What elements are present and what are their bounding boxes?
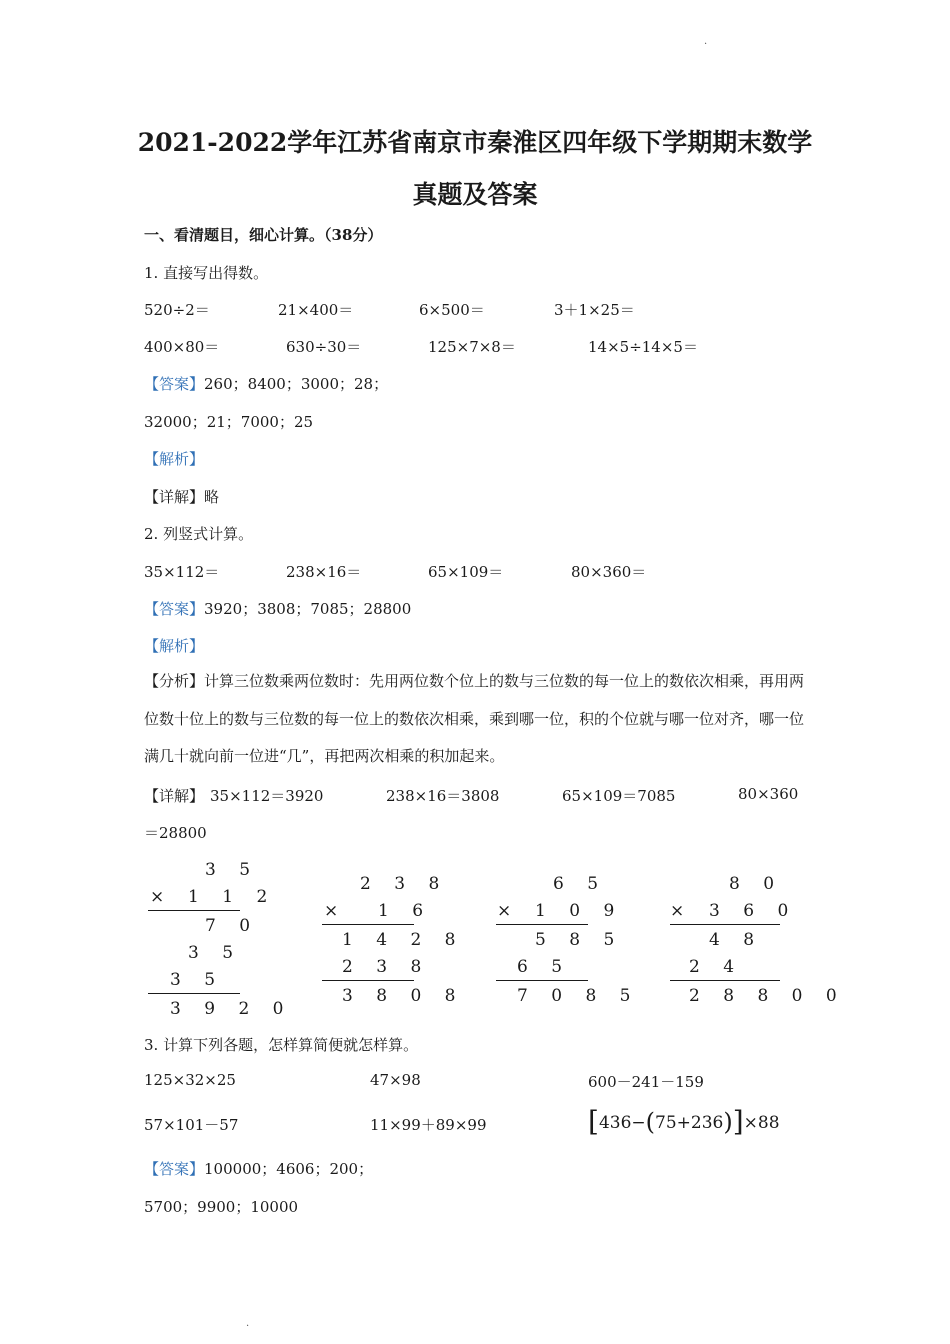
vc-multiplicand: 3 5 — [205, 860, 260, 880]
detail-text: 略 — [204, 488, 220, 506]
q3-answer — [144, 1158, 373, 1179]
question-3-label: 3. 计算下列各题，怎样算简便就怎样算。 — [144, 1036, 419, 1054]
vc-line — [148, 993, 240, 994]
analysis-label: 【分析】 — [144, 672, 205, 690]
vc-times-sign: × — [497, 901, 521, 921]
vc-partial: 4 8 — [709, 930, 764, 950]
q1-expr: 14×5÷14×5＝ — [588, 338, 698, 356]
close-paren: ) — [723, 1108, 733, 1136]
question-1-label: 1. 直接写出得数。 — [144, 264, 269, 282]
q3-answer-line2: 5700；9900；10000 — [144, 1198, 299, 1216]
vc-multiplicand: 2 3 8 — [360, 874, 449, 894]
vc-partial: 2 4 — [689, 957, 744, 977]
bracket-left: 436− — [598, 1113, 646, 1133]
q2-expr: 65×109＝ — [428, 563, 504, 581]
vc-result: 3 8 0 8 — [342, 986, 465, 1006]
q3-expr: 47×98 — [370, 1071, 421, 1089]
vc-line — [496, 924, 588, 925]
vc-partial: 1 4 2 8 — [342, 930, 465, 950]
q2-analysis-tag: 【解析】 — [144, 637, 205, 655]
answer-text: 3920；3808；7085；28800 — [204, 600, 412, 618]
vc-result: 2 8 8 0 0 — [689, 986, 846, 1006]
q2-expr: 238×16＝ — [286, 563, 362, 581]
answer-tag: 【答案】 — [144, 1160, 205, 1178]
vc-multiplicand: 8 0 — [729, 874, 784, 894]
vc-times-sign: × — [150, 887, 174, 907]
q2-detail-item: 65×109＝7085 — [562, 787, 676, 805]
q3-expr: 57×101－57 — [144, 1116, 239, 1134]
q1-detail — [144, 486, 219, 507]
q2-analysis-paragraph — [144, 663, 809, 776]
q2-answer — [144, 598, 411, 619]
header-mark: . — [704, 36, 708, 47]
q2-detail-item: 238×16＝3808 — [386, 787, 500, 805]
q1-answer-line2: 32000；21；7000；25 — [144, 413, 314, 431]
vc-line — [496, 980, 588, 981]
vc-multiplier: 1 1 2 — [188, 887, 277, 907]
page-title-line2: 真题及答案 — [412, 180, 538, 209]
q2-detail-item: 80×360 — [738, 785, 799, 803]
question-2-label: 2. 列竖式计算。 — [144, 525, 254, 543]
vc-partial: 3 5 — [188, 943, 243, 963]
q1-expr: 630÷30＝ — [286, 338, 362, 356]
vc-line — [322, 980, 414, 981]
q1-answer — [144, 373, 388, 394]
q2-detail-label: 【详解】 — [144, 787, 205, 805]
vc-partial: 2 3 8 — [342, 957, 431, 977]
q3-expr: 11×99＋89×99 — [370, 1116, 487, 1134]
vc-partial: 5 8 5 — [535, 930, 624, 950]
bracket-tail: ×88 — [743, 1113, 780, 1133]
q1-expr: 125×7×8＝ — [428, 338, 516, 356]
q2-detail-tail: ＝28800 — [144, 824, 207, 842]
q1-expr: 520÷2＝ — [144, 301, 210, 319]
footer-mark: . — [246, 1318, 250, 1329]
answer-text: 260；8400；3000；28； — [204, 375, 389, 393]
detail-tag: 【详解】 — [144, 488, 205, 506]
q1-expr: 400×80＝ — [144, 338, 220, 356]
vc-multiplier: 1 0 9 — [535, 901, 624, 921]
close-square-bracket: ] — [732, 1105, 744, 1138]
vc-result: 3 9 2 0 — [170, 999, 293, 1019]
vc-times-sign: × — [670, 901, 694, 921]
vc-multiplier: 3 6 0 — [709, 901, 798, 921]
q2-expr: 80×360＝ — [571, 563, 647, 581]
q2-expr: 35×112＝ — [144, 563, 220, 581]
q1-expr: 3＋1×25＝ — [554, 301, 635, 319]
open-paren: ( — [645, 1108, 656, 1136]
vc-multiplier: 1 6 — [378, 901, 433, 921]
vc-partial: 3 5 — [170, 970, 225, 990]
vc-line — [148, 910, 240, 911]
q1-expr: 6×500＝ — [419, 301, 485, 319]
vc-partial: 6 5 — [517, 957, 572, 977]
vc-line — [670, 980, 780, 981]
q2-detail-item: 35×112＝3920 — [210, 787, 324, 805]
answer-tag: 【答案】 — [144, 375, 205, 393]
page-title-line1: 2021-2022学年江苏省南京市秦淮区四年级下学期期末数学 — [137, 128, 813, 157]
answer-text: 100000；4606；200； — [204, 1160, 374, 1178]
vc-multiplicand: 6 5 — [553, 874, 608, 894]
answer-tag: 【答案】 — [144, 600, 205, 618]
q3-expr: 125×32×25 — [144, 1071, 236, 1089]
vc-times-sign: × — [324, 901, 348, 921]
open-square-bracket: [ — [588, 1105, 599, 1138]
q1-analysis-tag: 【解析】 — [144, 450, 205, 468]
vc-result: 7 0 8 5 — [517, 986, 640, 1006]
section-heading: 一、看清题目，细心计算。（38分） — [144, 226, 383, 244]
q3-bracket-expression — [588, 1105, 780, 1138]
q3-expr: 600－241－159 — [588, 1073, 704, 1091]
q1-expr: 21×400＝ — [278, 301, 354, 319]
analysis-text: 计算三位数乘两位数时：先用两位数个位上的数与三位数的每一位上的数依次相乘，再用两位数十位上的数与三位数的每一位上的数依次相乘，乘到哪一位，积的个位就与哪一位对齐，哪一位满几十就向前一位进“几”，再把两次相乘的积加起来。 — [144, 672, 805, 765]
vc-partial: 7 0 — [205, 916, 260, 936]
vc-line — [670, 924, 780, 925]
vc-line — [322, 924, 414, 925]
bracket-inner: 75+236 — [655, 1113, 724, 1133]
